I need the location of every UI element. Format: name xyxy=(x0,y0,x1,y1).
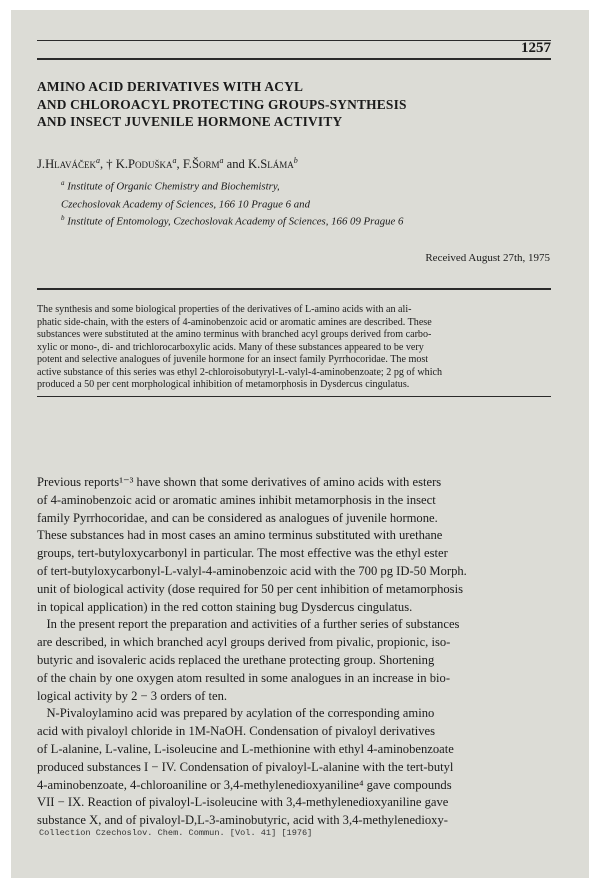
abstract-line: substances were substituted at the amino terminus with branched acyl groups derived from carbo- xyxy=(37,329,432,340)
affiliation-line: Czechoslovak Academy of Sciences, 166 10 Prague 6 and xyxy=(61,198,310,211)
journal-page xyxy=(11,10,589,878)
abstract-line: The synthesis and some biological properties of the derivatives of L-amino acids with an ali- xyxy=(37,304,412,315)
body-line: family Pyrrhocoridae, and can be considered as analogues of juvenile hormone. xyxy=(37,510,438,525)
abstract-line: phatic side-chain, with the esters of 4-aminobenzoic acid or aromatic amines are described. These xyxy=(37,316,432,328)
abstract-line: active substance of this series was ethyl 2-chloroisobutyryl-L-valyl-4-aminobenzoate; 2 pg of which xyxy=(37,366,443,378)
affiliation-line: $^b$ Institute of Entomology, Czechoslovak Academy of Sciences, 166 09 Prague 6 xyxy=(61,214,404,228)
body-line: Previous reports¹⁻³ have shown that some derivatives of amino acids with esters xyxy=(37,475,442,489)
body-line: of tert-butyloxycarbonyl-L-valyl-4-aminobenzoic acid with the 700 pg ID-50 Morph. xyxy=(37,563,467,578)
abstract-rule-bottom xyxy=(37,396,551,397)
body-line: VII − IX. Reaction of pivaloyl-L-isoleucine with 3,4-methylenedioxyaniline gave xyxy=(37,795,449,810)
body-line: In the present report the preparation and activities of a further series of substances xyxy=(37,617,460,632)
abstract xyxy=(37,304,549,392)
abstract-line: potent and selective analogues of juvenile hormone for an insect family Pyrrhocoridae. The most xyxy=(37,354,429,365)
paragraph xyxy=(37,474,555,616)
body-line: groups, tert-butyloxycarbonyl in particular. The most effective was the ethyl ester xyxy=(37,546,448,561)
title-line: AND CHLOROACYL PROTECTING GROUPS-SYNTHESIS xyxy=(37,96,407,112)
body-line: substance X, and of pivaloyl-D,L-3-aminobutyric, acid with 3,4-methylenedioxy- xyxy=(37,813,448,828)
paragraph xyxy=(37,705,555,830)
body-text xyxy=(37,474,555,830)
title-line: AND INSECT JUVENILE HORMONE ACTIVITY xyxy=(37,114,343,129)
body-line: butyric and isovaleric acids replaced the urethane protecting group. Shortening xyxy=(37,652,435,667)
author: K.Sláma$^b$ xyxy=(247,156,298,172)
body-line: acid with pivaloyl chloride in 1M-NaOH. Condensation of pivaloyl derivatives xyxy=(37,724,436,739)
body-line: unit of biological activity (dose required for 50 per cent inhibition of metamorphosis xyxy=(37,581,463,596)
body-line: of the chain by one oxygen atom resulted in some analogues in an increase in bio- xyxy=(37,670,451,685)
author: † K.Poduška$^a$ xyxy=(106,156,177,172)
abstract-rule-top xyxy=(37,288,551,290)
author: F.Šorm$^a$ xyxy=(182,156,224,172)
body-line: 4-aminobenzoate, 4-chloroaniline or 3,4-methylenedioxyaniline⁴ gave compounds xyxy=(37,777,452,792)
title-line: AMINO ACID DERIVATIVES WITH ACYL xyxy=(37,79,304,94)
body-line: of 4-aminobenzoic acid or aromatic amines inhibit metamorphosis in the insect xyxy=(37,492,436,507)
journal-citation: Collection Czechoslov. Chem. Commun. [Vol. 41] [1976] xyxy=(39,828,313,838)
affiliations xyxy=(61,176,403,229)
article-title xyxy=(37,78,407,131)
page-number: 1257 xyxy=(521,40,551,56)
body-line: N-Pivaloylamino acid was prepared by acylation of the corresponding amino xyxy=(37,706,435,721)
affiliation-line: $^a$ Institute of Organic Chemistry and Biochemistry, xyxy=(61,179,280,193)
abstract-line: produced a 50 per cent morphological inhibition of metamorphosis in Dysdercus cingulatus. xyxy=(37,379,410,390)
header-rule-thin xyxy=(37,40,551,41)
abstract-line: xylic or mono-, di- and trichlorocarboxylic acids. Many of these substances appeared to be very xyxy=(37,341,424,353)
body-line: These substances had in most cases an amino terminus substituted with urethane xyxy=(37,528,443,543)
body-line: of L-alanine, L-valine, L-isoleucine and L-methionine with ethyl 4-aminobenzoate xyxy=(37,741,454,756)
body-line: produced substances I − IV. Condensation of pivaloyl-L-alanine with the tert-butyl xyxy=(37,759,454,774)
paragraph xyxy=(37,616,555,705)
body-line: logical activity by 2 − 3 orders of ten. xyxy=(37,688,228,703)
author: J.Hlaváček$^a$ xyxy=(37,156,100,172)
author-list: J.Hlaváček$^a$, † K.Poduška$^a$, F.Šorm$^a$ and K.Sláma$^b$ xyxy=(37,156,298,172)
header-rule-thick xyxy=(37,58,551,60)
received-date: Received August 27th, 1975 xyxy=(425,252,550,264)
body-line: in topical application) in the red cotton staining bug Dysdercus cingulatus. xyxy=(37,599,413,614)
body-line: are described, in which branched acyl groups derived from pivalic, propionic, iso- xyxy=(37,635,451,650)
